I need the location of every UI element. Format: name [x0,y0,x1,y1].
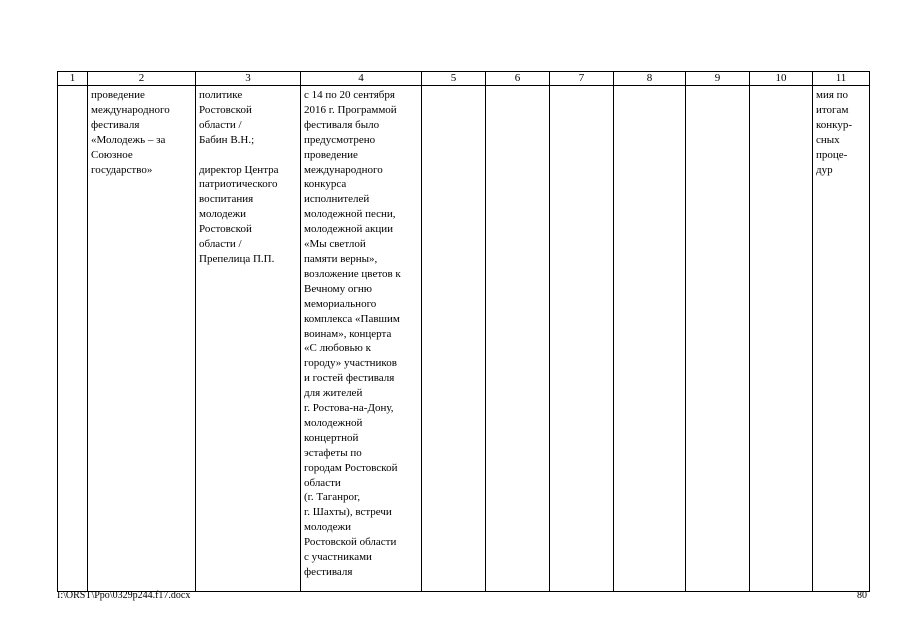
column-header-11: 11 [813,72,870,86]
table-cell-event-name: проведение международного фестиваля «Молодежь – за Союзное государство» [88,86,196,592]
column-header-3: 3 [196,72,301,86]
table-cell-col-6 [486,86,550,592]
table-cell-col-1 [58,86,88,592]
table-header-row [58,72,870,86]
footer-file-path: I:\ORST\Ppo\0329p244.f17.docx [57,590,191,601]
table-cell-col-5 [422,86,486,592]
column-header-6: 6 [486,72,550,86]
column-header-7: 7 [550,72,614,86]
table-cell-col-8 [614,86,686,592]
footer-page-number: 80 [857,590,867,601]
column-header-8: 8 [614,72,686,86]
document-table [57,71,870,592]
column-header-10: 10 [750,72,813,86]
table-cell-col-7 [550,86,614,592]
table-cell-col-9 [686,86,750,592]
table-row [58,86,870,592]
column-header-9: 9 [686,72,750,86]
column-header-4: 4 [301,72,422,86]
column-header-5: 5 [422,72,486,86]
table-cell-responsible: политике Ростовской области / Бабин В.Н.; директор Центра патриотического воспитания молодежи Ростовской области / Препелица П.П. [196,86,301,592]
column-header-1: 1 [58,72,88,86]
table-cell-col-10 [750,86,813,592]
column-header-2: 2 [88,72,196,86]
table-cell-description: с 14 по 20 сентября 2016 г. Программой фестиваля было предусмотрено проведение международного конкурса исполнителей молодежной песни, молодежной акции «Мы светлой памяти верны», возложение цветов к Вечному огню мемориального комплекса «Павшим воинам», концерта «С любовью к городу» участников и гостей фестиваля для жителей г. Ростова-на-Дону, молодежной концертной эстафеты по городам Ростовской области (г. Таганрог, г. Шахты), встречи молодежи Ростовской области с участниками фестиваля [301,86,422,592]
table-cell-col-11: мия по итогам конкур- сных проце- дур [813,86,870,592]
